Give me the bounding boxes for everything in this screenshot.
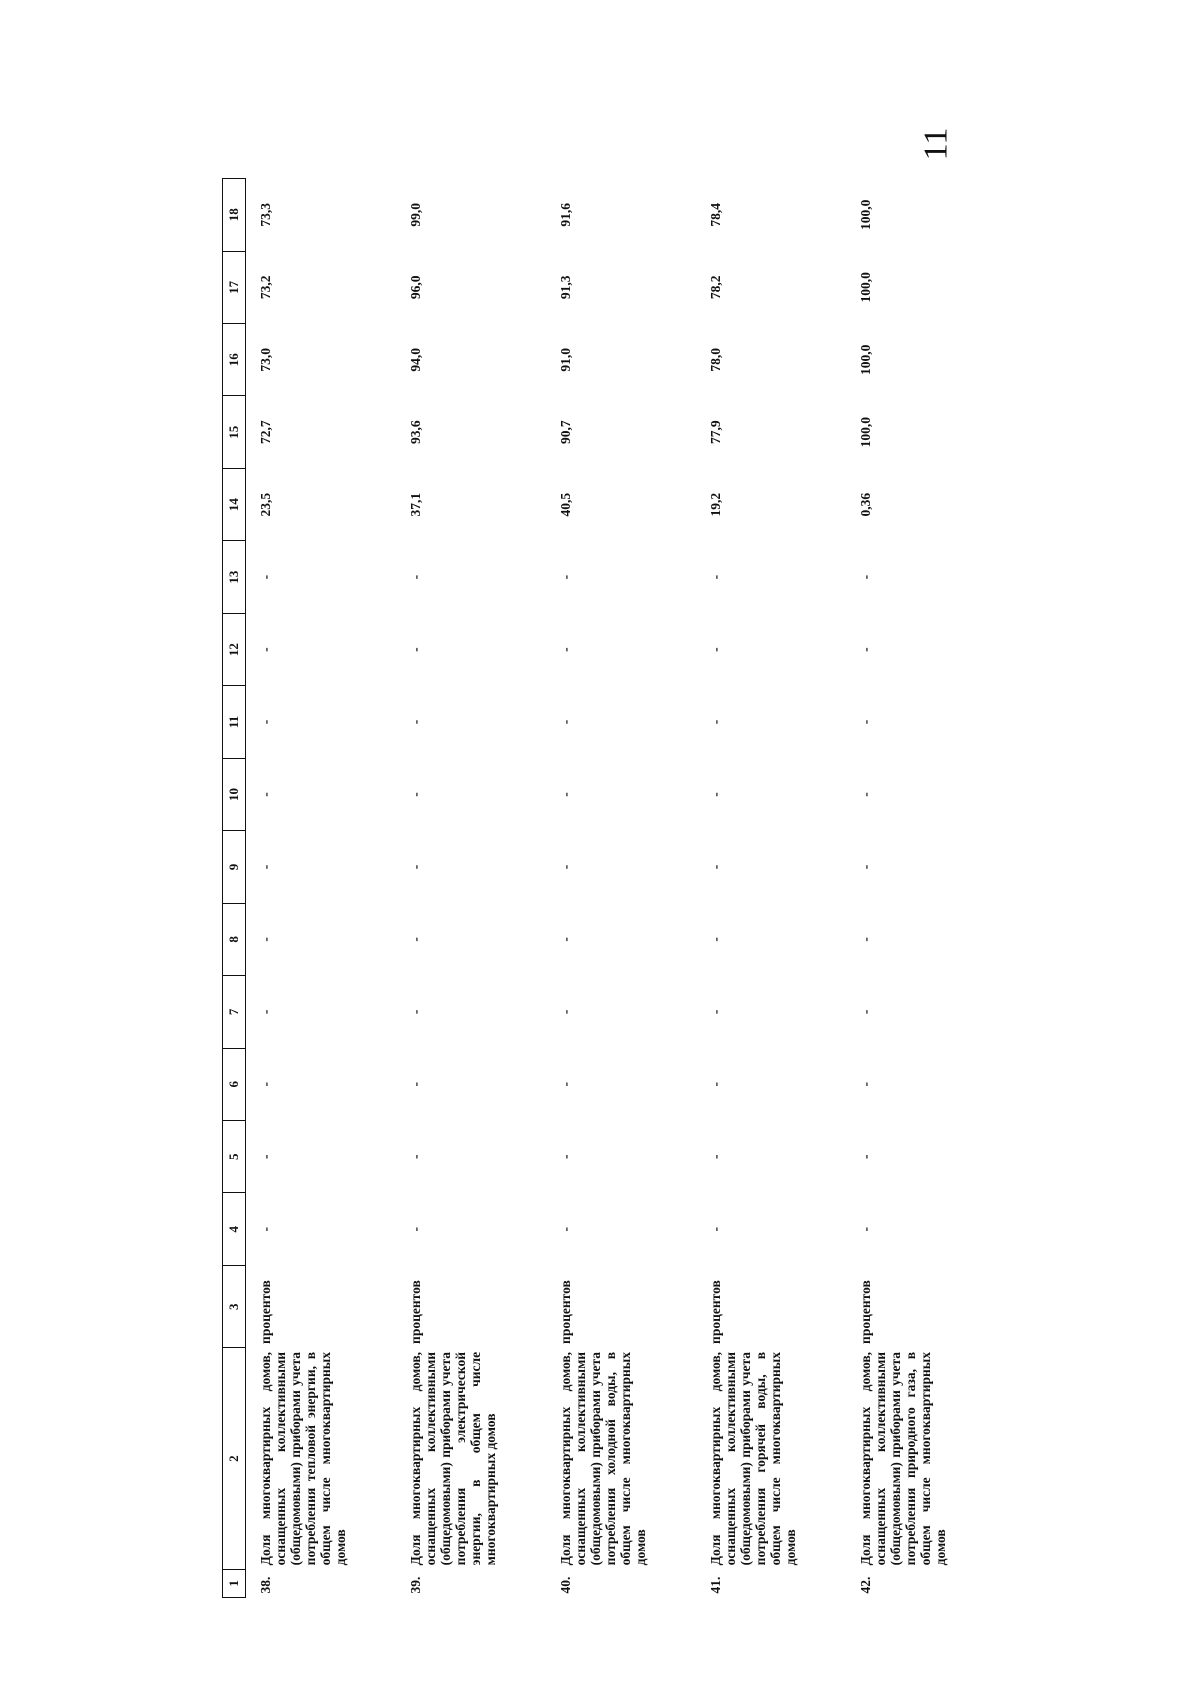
header-cell-8: 8 [223,903,246,975]
unit-of-measure: процентов [707,1280,723,1344]
value-cell-col-7: - [258,1009,273,1015]
value-cell-col-4: - [557,1226,573,1232]
value-cell-col-14: 0,36 [857,492,873,517]
indicator-name: Доля многоквартирных домов, оснащенных коллективными (общедомовыми) приборами учета потребления холодной воды, в общем числе многоквартирных домов [557,1351,648,1566]
value-cell-col-4: - [407,1226,423,1232]
header-cell-15: 15 [223,396,246,468]
value-cell-col-7: - [407,1009,423,1015]
value-cell-col-13: - [557,574,573,580]
value-cell-col-17: 91,3 [557,275,573,300]
row-number: 38. [258,1576,273,1594]
row-number: 40. [557,1576,573,1594]
row-number: 41. [707,1576,723,1594]
value-cell-col-7: - [707,1009,723,1015]
value-cell-col-6: - [707,1082,723,1087]
value-cell-col-12: - [707,647,723,652]
value-cell-col-9: - [258,864,273,870]
value-cell-col-12: - [857,647,873,652]
value-cell-col-5: - [557,1154,573,1159]
header-cell-18: 18 [223,179,246,252]
value-cell-col-13: - [258,574,273,580]
value-cell-col-12: - [407,647,423,652]
value-cell-col-13: - [857,574,873,580]
indicators-table [222,178,996,1598]
header-cell-5: 5 [223,1121,246,1193]
table-row [246,179,396,1598]
header-cell-12: 12 [223,613,246,685]
value-cell-col-6: - [557,1082,573,1087]
row-number: 42. [857,1576,873,1594]
value-cell-col-10: - [707,792,723,797]
value-cell-col-9: - [857,864,873,870]
value-cell-col-16: 78,0 [707,347,723,372]
header-cell-13: 13 [223,541,246,613]
unit-of-measure: процентов [407,1280,423,1344]
header-cell-3: 3 [223,1265,246,1348]
value-cell-col-10: - [557,792,573,797]
table-row [846,179,996,1598]
value-cell-col-5: - [407,1154,423,1159]
value-cell-col-16: 73,0 [258,347,273,372]
header-cell-11: 11 [223,686,246,758]
value-cell-col-17: 73,2 [258,275,273,300]
page-number: 11 [917,127,955,161]
value-cell-col-15: 90,7 [557,420,573,445]
value-cell-col-18: 78,4 [707,202,723,227]
value-cell-col-12: - [258,647,273,652]
header-cell-7: 7 [223,976,246,1048]
value-cell-col-9: - [707,864,723,870]
value-cell-col-12: - [557,647,573,652]
value-cell-col-11: - [258,719,273,725]
indicator-name: Доля многоквартирных домов, оснащенных коллективными (общедомовыми) приборами учета потребления тепловой энергии, в общем числе многоквартирных домов [258,1351,348,1566]
value-cell-col-18: 99,0 [407,202,423,227]
indicator-name: Доля многоквартирных домов, оснащенных коллективными (общедомовыми) приборами учета потребления горячей воды, в общем числе многоквартирных домов [707,1351,798,1566]
value-cell-col-15: 100,0 [857,417,873,448]
table-header [223,179,246,1598]
table-row [546,179,696,1598]
value-cell-col-8: - [258,937,273,942]
row-number: 39. [407,1576,423,1594]
value-cell-col-18: 91,6 [557,202,573,227]
value-cell-col-15: 77,9 [707,420,723,445]
value-cell-col-13: - [407,574,423,580]
value-cell-col-6: - [258,1082,273,1087]
value-cell-col-14: 19,2 [707,492,723,517]
value-cell-col-4: - [857,1226,873,1232]
value-cell-col-10: - [258,792,273,797]
value-cell-col-5: - [258,1154,273,1159]
value-cell-col-15: 93,6 [407,420,423,445]
table-body [246,179,996,1598]
header-cell-9: 9 [223,831,246,903]
value-cell-col-11: - [557,719,573,725]
unit-of-measure: процентов [258,1280,273,1344]
value-cell-col-9: - [407,864,423,870]
header-cell-4: 4 [223,1193,246,1265]
value-cell-col-5: - [707,1154,723,1159]
value-cell-col-5: - [857,1154,873,1159]
value-cell-col-16: 94,0 [407,347,423,372]
value-cell-col-4: - [707,1226,723,1232]
indicators-table-rotated [222,178,1012,1598]
value-cell-col-10: - [857,792,873,797]
header-cell-2: 2 [223,1348,246,1569]
value-cell-col-10: - [407,792,423,797]
value-cell-col-18: 100,0 [857,199,873,230]
value-cell-col-8: - [857,937,873,942]
value-cell-col-18: 73,3 [258,202,273,227]
value-cell-col-6: - [407,1082,423,1087]
value-cell-col-11: - [857,719,873,725]
value-cell-col-17: 78,2 [707,275,723,300]
value-cell-col-6: - [857,1082,873,1087]
value-cell-col-8: - [557,937,573,942]
value-cell-col-14: 40,5 [557,492,573,517]
value-cell-col-17: 96,0 [407,275,423,300]
value-cell-col-17: 100,0 [857,272,873,303]
header-cell-14: 14 [223,468,246,540]
value-cell-col-8: - [407,937,423,942]
value-cell-col-7: - [557,1009,573,1015]
value-cell-col-8: - [707,937,723,942]
value-cell-col-7: - [857,1009,873,1015]
value-cell-col-16: 100,0 [857,344,873,375]
header-cell-16: 16 [223,324,246,396]
value-cell-col-9: - [557,864,573,870]
value-cell-col-15: 72,7 [258,420,273,445]
value-cell-col-14: 37,1 [407,492,423,517]
header-cell-6: 6 [223,1048,246,1120]
table-row [396,179,546,1598]
header-cell-1: 1 [223,1569,246,1597]
indicator-name: Доля многоквартирных домов, оснащенных коллективными (общедомовыми) приборами учета потребления природного газа, в общем числе многоквартирных домов [857,1351,948,1566]
value-cell-col-4: - [258,1226,273,1232]
unit-of-measure: процентов [557,1280,573,1344]
table-row [696,179,846,1598]
header-cell-17: 17 [223,251,246,323]
header-row [223,179,246,1598]
value-cell-col-11: - [407,719,423,725]
value-cell-col-13: - [707,574,723,580]
indicator-name: Доля многоквартирных домов, оснащенных коллективными (общедомовыми) приборами учета потребления электрической энергии, в общем числе многоквартирных домов [407,1351,498,1566]
value-cell-col-11: - [707,719,723,725]
value-cell-col-16: 91,0 [557,347,573,372]
unit-of-measure: процентов [857,1280,873,1344]
header-cell-10: 10 [223,758,246,830]
value-cell-col-14: 23,5 [258,492,273,517]
